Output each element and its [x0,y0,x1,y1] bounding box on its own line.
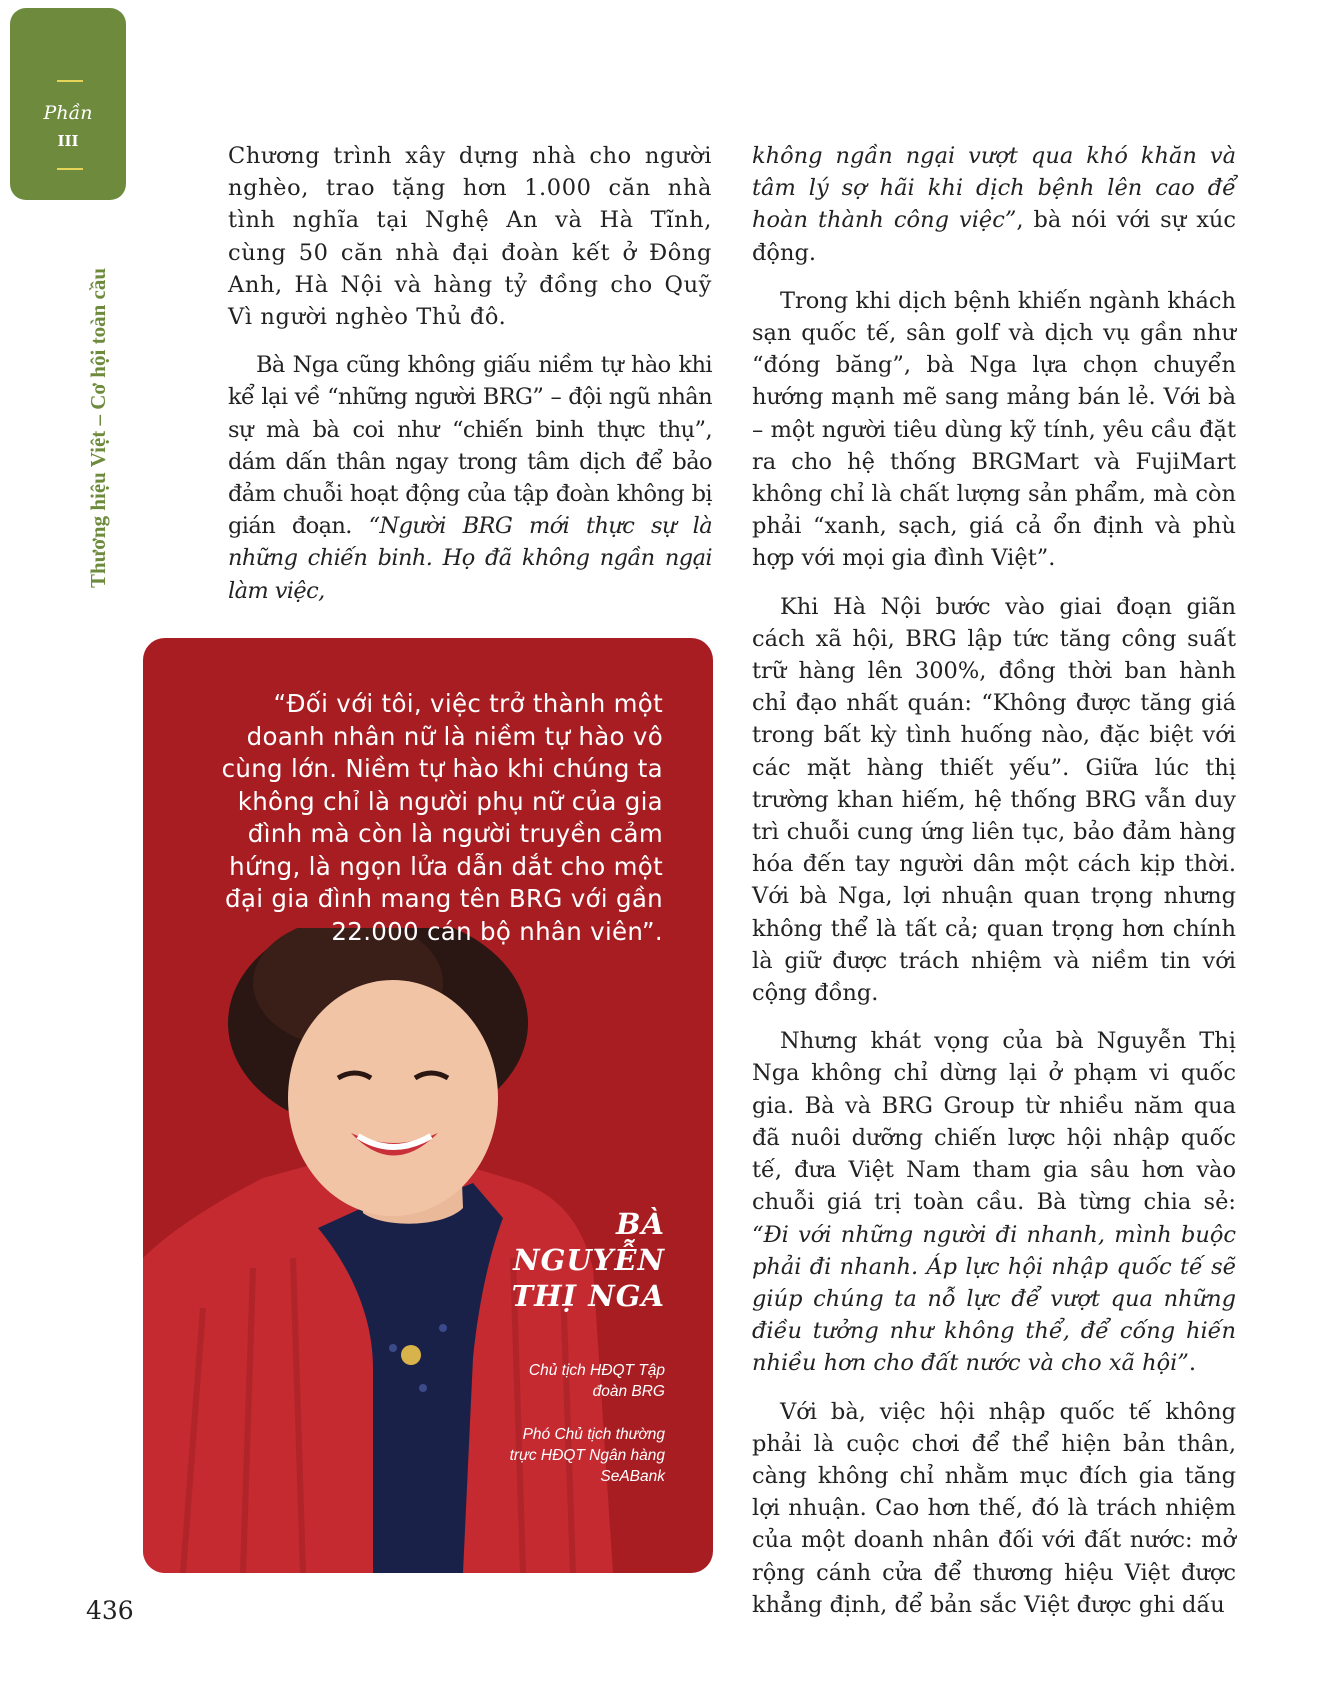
section-tab [10,8,126,200]
paragraph-text: . [1188,1350,1197,1377]
paragraph [228,349,712,607]
paragraph-text: Nhưng khát vọng của bà Nguyễn Thị Nga không chỉ dừng lại ở phạm vi quốc gia. Bà và BRG Group từ nhiều năm qua đã nuôi dưỡng chiến lược hội nhập quốc tế, đưa Việt Nam tham gia sâu hơn vào chuỗi giá trị toàn cầu. Bà từng chia sẻ: [752,1028,1236,1216]
paragraph: Chương trình xây dựng nhà cho người nghèo, trao tặng hơn 1.000 căn nhà tình nghĩa tại Nghệ An và Hà Tĩnh, cùng 50 căn nhà đại đoàn kết ở Đông Anh, Hà Nội và hàng tỷ đồng cho Quỹ Vì người nghèo Thủ đô. [228,143,712,331]
tab-rule-top [57,80,83,82]
paragraph-text: , bà nói với sự xúc động. [752,207,1236,266]
left-column [228,140,712,607]
page-number: 436 [86,1596,134,1625]
paragraph [752,140,1236,269]
person-role: Phó Chủ tịch thường trực HĐQT Ngân hàng SeABank [509,1426,665,1485]
paragraph: Với bà, việc hội nhập quốc tế không phải là cuộc chơi để thể hiện bản thân, càng không chỉ nhằm mục đích gia tăng lợi nhuận. Cao hơn thế, đó là trách nhiệm của một doanh nhân đối với đất nước: mở rộng cánh cửa để thương hiệu Việt được khẳng định, để bản sắc Việt được ghi dấu [752,1398,1236,1618]
pull-quote: “Đối với tôi, việc trở thành một doanh nhân nữ là niềm tự hào vô cùng lớn. Niềm tự hào khi chúng ta không chỉ là người phụ nữ của gia đình mà còn là người truyền cảm hứng, là ngọn lửa dẫn dắt cho một đại gia đình mang tên BRG với gần 22.000 cán bộ nhân viên”. [221,689,663,946]
paragraph: Khi Hà Nội bước vào giai đoạn giãn cách xã hội, BRG lập tức tăng công suất trữ hàng lên 300%, đồng thời ban hành chỉ đạo nhất quán: “Không được tăng giá trong bất kỳ tình huống nào, đặc biệt với các mặt hàng thiết yếu”. Giữa lúc thị trường khan hiếm, hệ thống BRG vẫn duy trì chuỗi cung ứng liên tục, bảo đảm hàng hóa đến tay người dân một cách kịp thời. Với bà Nga, lợi nhuận quan trọng nhưng không thể là tất cả; quan trọng hơn chính là giữ được trách nhiệm và niềm tin với cộng đồng. [752,593,1236,1007]
tab-rule-bottom [57,168,83,170]
section-label: Phần [43,102,93,124]
person-name: BÀ NGUYỄN THỊ NGA [511,1207,665,1313]
inline-quote: không ngần ngại vượt qua khó khăn và tâm lý sợ hãi khi dịch bệnh lên cao để hoàn thành công việc” [752,143,1236,234]
quote-card [143,638,713,1573]
person-role: Chủ tịch HĐQT Tập đoàn BRG [528,1362,665,1400]
inline-quote: “Đi với những người đi nhanh, mình buộc phải đi nhanh. Áp lực hội nhập quốc tế sẽ giúp chúng ta nỗ lực để vượt qua những điều tưởng như không thể, để cống hiến nhiều hơn cho đất nước và cho xã hội” [752,1221,1236,1377]
section-number: III [57,132,79,150]
running-title: Thương hiệu Việt – Cơ hội toàn cầu [86,268,110,588]
inline-quote: “Người BRG mới thực sự là những chiến binh. Họ đã không ngần ngại làm việc, [228,513,713,604]
paragraph: Trong khi dịch bệnh khiến ngành khách sạn quốc tế, sân golf và dịch vụ gần như “đóng băng”, bà Nga lựa chọn chuyển hướng mạnh mẽ sang mảng bán lẻ. Với bà – một người tiêu dùng kỹ tính, yêu cầu đặt ra cho hệ thống BRGMart và FujiMart không chỉ là chất lượng sản phẩm, mà còn phải “xanh, sạch, giá cả ổn định và phù hợp với mọi gia đình Việt”. [752,287,1236,572]
paragraph [752,1025,1236,1379]
right-column [752,140,1236,1621]
paragraph-text: Bà Nga cũng không giấu niềm tự hào khi kể lại về “những người BRG” – đội ngũ nhân sự mà bà coi như “chiến binh thực thụ”, dám dấn thân ngay trong tâm dịch để bảo đảm chuỗi hoạt động của tập đoàn không bị gián đoạn. [228,352,712,540]
